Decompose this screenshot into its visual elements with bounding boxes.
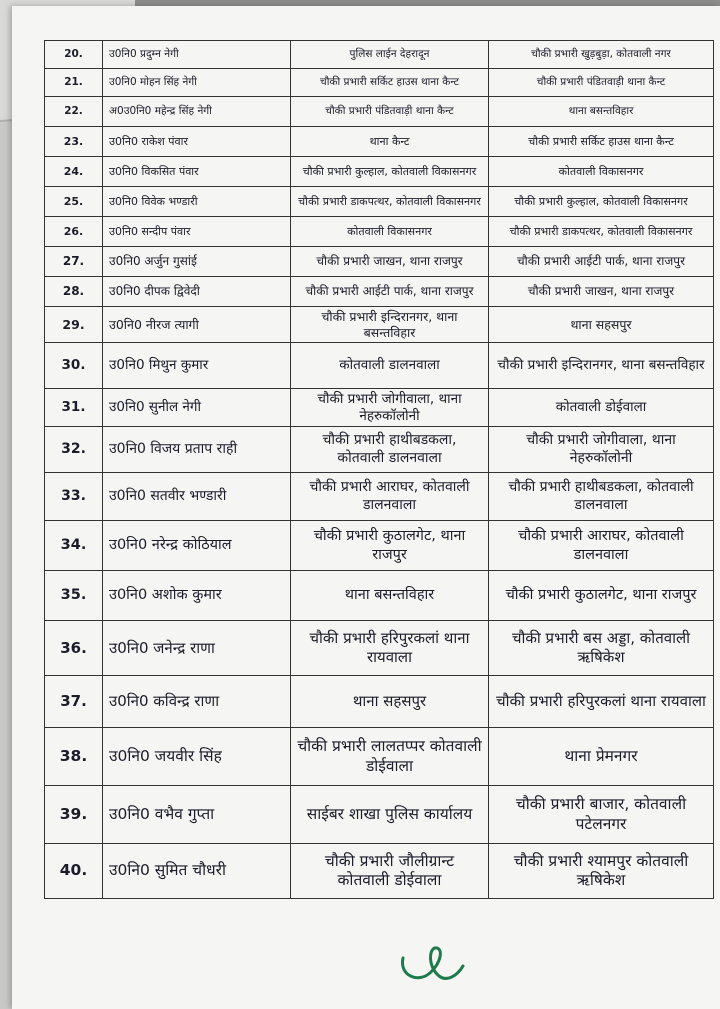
new-posting-cell: चौकी प्रभारी खुड़बुड़ा, कोतवाली नगर <box>531 47 671 60</box>
serial-number-cell: 30. <box>45 343 103 388</box>
current-posting-cell: चौकी प्रभारी आईटी पार्क, थाना राजपुर <box>291 277 489 306</box>
serial-number-cell: 24. <box>45 157 103 186</box>
new-posting-cell: चौकी प्रभारी सर्किट हाउस थाना कैन्ट <box>528 134 674 148</box>
officer-name-cell: उ0नि0 सुमित चौधरी <box>103 844 291 898</box>
new-posting-cell: चौकी प्रभारी हाथीबडकला, कोतवाली डालनवाला <box>508 479 694 513</box>
transfer-table <box>44 40 714 899</box>
serial-number-cell: 32. <box>45 427 103 472</box>
new-posting-cell: चौकी प्रभारी कुल्हाल, कोतवाली विकासनगर <box>514 194 688 208</box>
officer-name-cell: उ0नि0 सतवीर भण्डारी <box>103 473 291 520</box>
table-row <box>45 186 713 216</box>
table-row <box>45 246 713 276</box>
serial-number-cell: 36. <box>45 621 103 675</box>
serial-number-cell: 31. <box>45 389 103 426</box>
serial-number-cell: 28. <box>45 277 103 306</box>
current-posting-cell: चौकी प्रभारी इन्दिरानगर, थाना बसन्तविहार <box>291 307 489 342</box>
officer-name-cell: उ0नि0 विवेक भण्डारी <box>103 187 291 216</box>
document-page <box>12 6 720 1009</box>
table-row <box>45 306 713 342</box>
new-posting-cell: कोतवाली डोईवाला <box>555 399 647 416</box>
new-posting-cell: चौकी प्रभारी आईटी पार्क, थाना राजपुर <box>517 254 685 268</box>
officer-name-cell: उ0नि0 नीरज त्यागी <box>103 307 291 342</box>
serial-number-cell: 34. <box>45 521 103 570</box>
new-posting-cell: चौकी प्रभारी हरिपुरकलां थाना रायवाला <box>496 692 706 711</box>
officer-name-cell: उ0नि0 वभैव गुप्ता <box>103 786 291 843</box>
table-row <box>45 472 713 520</box>
new-posting-cell: चौकी प्रभारी बस अड्डा, कोतवाली ऋषिकेश <box>511 629 691 666</box>
new-posting-cell: थाना सहसपुर <box>570 316 632 332</box>
new-posting-cell: थाना बसन्तविहार <box>568 104 634 117</box>
serial-number-cell: 33. <box>45 473 103 520</box>
officer-name-cell: उ0नि0 कविन्द्र राणा <box>103 676 291 727</box>
signature-mark <box>397 936 467 986</box>
new-posting-cell: चौकी प्रभारी डाकपत्थर, कोतवाली विकासनगर <box>509 224 693 238</box>
new-posting-cell: चौकी प्रभारी पंडितवाड़ी थाना कैन्ट <box>536 75 666 88</box>
new-posting-cell: चौकी प्रभारी कुठालगेट, थाना राजपुर <box>505 587 697 604</box>
officer-name-cell: उ0नि0 प्रदुम्न नेगी <box>103 41 291 68</box>
table-row <box>45 843 713 899</box>
officer-name-cell: उ0नि0 मिथुन कुमार <box>103 343 291 388</box>
officer-name-cell: उ0नि0 सन्दीप पंवार <box>103 217 291 246</box>
serial-number-cell: 26. <box>45 217 103 246</box>
officer-name-cell: उ0नि0 दीपक द्विवेदी <box>103 277 291 306</box>
table-row <box>45 96 713 126</box>
serial-number-cell: 40. <box>45 844 103 898</box>
officer-name-cell: उ0नि0 जयवीर सिंह <box>103 728 291 785</box>
current-posting-cell: चौकी प्रभारी कुल्हाल, कोतवाली विकासनगर <box>291 157 489 186</box>
new-posting-cell: चौकी प्रभारी बाजार, कोतवाली पटेलनगर <box>515 795 687 833</box>
officer-name-cell: उ0नि0 विजय प्रताप राही <box>103 427 291 472</box>
officer-name-cell: उ0नि0 विकसित पंवार <box>103 157 291 186</box>
new-posting-cell: चौकी प्रभारी आराघर, कोतवाली डालनवाला <box>518 528 684 563</box>
current-posting-cell: चौकी प्रभारी जाखन, थाना राजपुर <box>291 247 489 276</box>
serial-number-cell: 23. <box>45 127 103 156</box>
table-row <box>45 126 713 156</box>
current-posting-cell: साईबर शाखा पुलिस कार्यालय <box>291 786 489 843</box>
current-posting-cell: चौकी प्रभारी पंडितवाड़ी थाना कैन्ट <box>291 97 489 126</box>
current-posting-cell: चौकी प्रभारी हरिपुरकलां थाना रायवाला <box>291 621 489 675</box>
new-posting-cell: चौकी प्रभारी इन्दिरानगर, थाना बसन्तविहार <box>497 357 705 374</box>
table-row <box>45 675 713 727</box>
serial-number-cell: 21. <box>45 69 103 96</box>
officer-name-cell: अ0उ0नि0 महेन्द्र सिंह नेगी <box>103 97 291 126</box>
table-row <box>45 388 713 426</box>
current-posting-cell: चौकी प्रभारी जोगीवाला, थाना नेहरुकॉलोनी <box>291 389 489 426</box>
current-posting-cell: कोतवाली विकासनगर <box>291 217 489 246</box>
table-row <box>45 620 713 675</box>
serial-number-cell: 37. <box>45 676 103 727</box>
serial-number-cell: 38. <box>45 728 103 785</box>
table-row <box>45 276 713 306</box>
officer-name-cell: उ0नि0 मोहन सिंह नेगी <box>103 69 291 96</box>
officer-name-cell: उ0नि0 जनेन्द्र राणा <box>103 621 291 675</box>
serial-number-cell: 29. <box>45 307 103 342</box>
table-row <box>45 68 713 96</box>
table-row <box>45 426 713 472</box>
table-row <box>45 342 713 388</box>
new-posting-cell: कोतवाली विकासनगर <box>558 164 644 178</box>
current-posting-cell: कोतवाली डालनवाला <box>291 343 489 388</box>
new-posting-cell: थाना प्रेमनगर <box>564 746 638 765</box>
serial-number-cell: 25. <box>45 187 103 216</box>
officer-name-cell: उ0नि0 राकेश पंवार <box>103 127 291 156</box>
current-posting-cell: चौकी प्रभारी हाथीबडकला, कोतवाली डालनवाला <box>291 427 489 472</box>
new-posting-cell: चौकी प्रभारी श्यामपुर कोतवाली ऋषिकेश <box>513 851 689 889</box>
table-row <box>45 40 713 68</box>
serial-number-cell: 35. <box>45 571 103 620</box>
current-posting-cell: चौकी प्रभारी लालतप्पर कोतवाली डोईवाला <box>291 728 489 785</box>
serial-number-cell: 22. <box>45 97 103 126</box>
current-posting-cell: चौकी प्रभारी सर्किट हाउस थाना कैन्ट <box>291 69 489 96</box>
current-posting-cell: थाना कैन्ट <box>291 127 489 156</box>
serial-number-cell: 27. <box>45 247 103 276</box>
serial-number-cell: 39. <box>45 786 103 843</box>
table-row <box>45 785 713 843</box>
officer-name-cell: उ0नि0 सुनील नेगी <box>103 389 291 426</box>
officer-name-cell: उ0नि0 अशोक कुमार <box>103 571 291 620</box>
current-posting-cell: थाना बसन्तविहार <box>291 571 489 620</box>
table-row <box>45 156 713 186</box>
table-row <box>45 570 713 620</box>
current-posting-cell: चौकी प्रभारी आराघर, कोतवाली डालनवाला <box>291 473 489 520</box>
officer-name-cell: उ0नि0 अर्जुन गुसांई <box>103 247 291 276</box>
table-row <box>45 727 713 785</box>
current-posting-cell: पुलिस लाईन देहरादून <box>291 41 489 68</box>
new-posting-cell: चौकी प्रभारी जाखन, थाना राजपुर <box>527 284 675 298</box>
officer-name-cell: उ0नि0 नरेन्द्र कोठियाल <box>103 521 291 570</box>
new-posting-cell: चौकी प्रभारी जोगीवाला, थाना नेहरुकॉलोनी <box>526 432 676 466</box>
table-row <box>45 216 713 246</box>
current-posting-cell: चौकी प्रभारी कुठालगेट, थाना राजपुर <box>291 521 489 570</box>
table-row <box>45 520 713 570</box>
current-posting-cell: चौकी प्रभारी डाकपत्थर, कोतवाली विकासनगर <box>291 187 489 216</box>
current-posting-cell: चौकी प्रभारी जौलीग्रान्ट कोतवाली डोईवाला <box>291 844 489 898</box>
serial-number-cell: 20. <box>45 41 103 68</box>
current-posting-cell: थाना सहसपुर <box>291 676 489 727</box>
